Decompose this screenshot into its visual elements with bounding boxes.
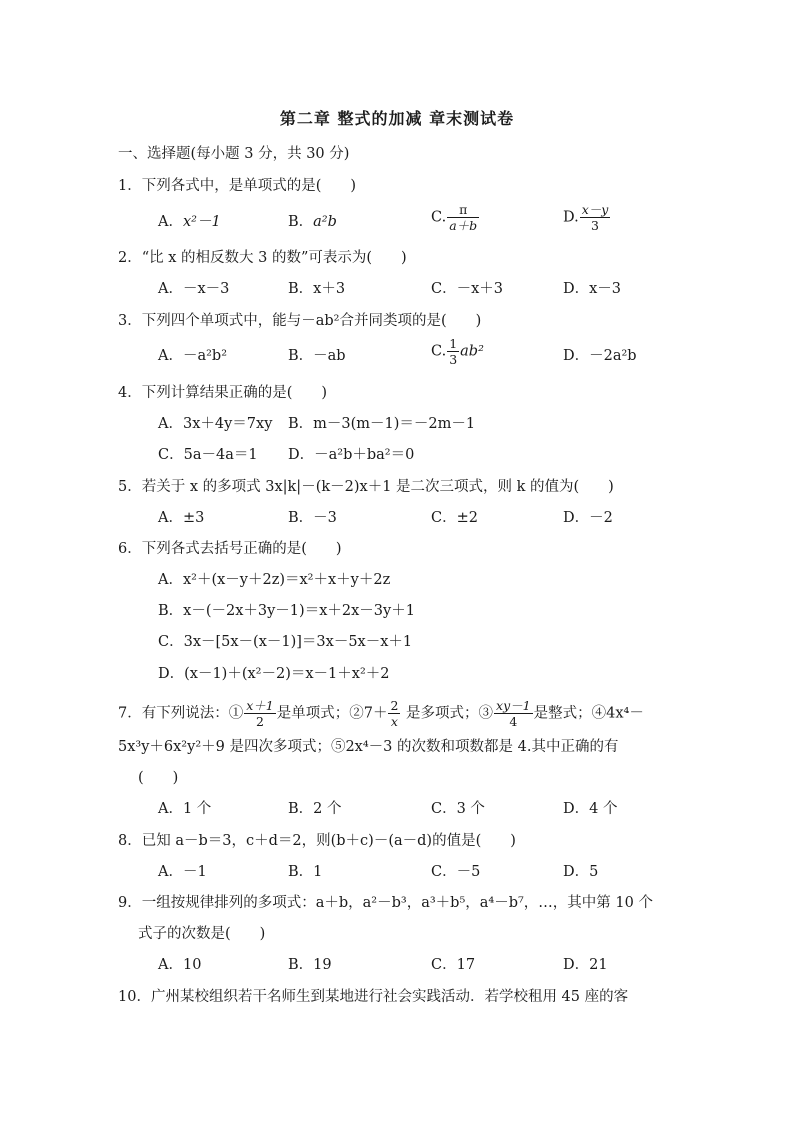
option-c: C．±2 xyxy=(431,510,478,526)
fraction: $\frac{x+1}{2}$ xyxy=(246,698,274,729)
question-6-option-d: D．(x－1)＋(x²－2)＝x－1＋x²＋2 xyxy=(158,666,390,682)
option-a: A．3x＋4y＝7xy xyxy=(158,416,273,432)
option-d: D．－2 xyxy=(563,510,613,526)
option-b: B．2 个 xyxy=(288,801,342,817)
fraction: $\frac{xy-1}{4}$ xyxy=(496,698,531,729)
option-d: D．－a²b＋ba²＝0 xyxy=(288,447,415,463)
question-6-stem: 6．下列各式去括号正确的是( ) xyxy=(118,541,342,557)
fraction: $\frac{1}{3}$ xyxy=(449,336,458,367)
question-7-stem-line3: ( ) xyxy=(138,770,179,786)
option-a: A．－a²b² xyxy=(158,348,228,364)
option-d: D．21 xyxy=(563,957,608,973)
question-6-option-c: C．3x－[5x－(x－1)]＝3x－5x－x＋1 xyxy=(158,634,413,650)
question-9-stem-line1: 9．一组按规律排列的多项式：a＋b，a²－b³，a³＋b⁵，a⁴－b⁷，…，其中第 10 个 xyxy=(118,895,653,911)
question-3-stem: 3．下列四个单项式中，能与－ab²合并同类项的是( ) xyxy=(118,313,482,329)
question-4-stem: 4．下列计算结果正确的是( ) xyxy=(118,385,328,401)
option-c: C．－5 xyxy=(431,864,481,880)
section-heading: 一、选择题(每小题 3 分，共 30 分) xyxy=(118,146,350,162)
fraction: $\frac{\pi}{a+b}$ xyxy=(449,202,478,233)
option-c: C. $\frac{\pi}{a+b}$ xyxy=(431,202,478,233)
page-title: 第二章 整式的加减 章末测试卷 xyxy=(279,109,515,128)
question-5-stem: 5．若关于 x 的多项式 3x|k|－(k－2)x＋1 是二次三项式，则 k 的值为( ) xyxy=(118,479,614,495)
option-b: B．19 xyxy=(288,957,332,973)
option-b: B．m－3(m－1)＝－2m－1 xyxy=(288,416,476,432)
question-6-option-b: B．x－(－2x＋3y－1)＝x＋2x－3y＋1 xyxy=(158,603,415,619)
fraction: $\frac{2}{x}$ xyxy=(390,698,399,729)
option-d: D．5 xyxy=(563,864,599,880)
option-c: C. $\frac{1}{3}$ ab² xyxy=(431,336,484,367)
option-d: D．－2a²b xyxy=(563,348,637,364)
question-8-stem: 8．已知 a－b＝3，c＋d＝2，则(b＋c)－(a－d)的值是( ) xyxy=(118,833,516,849)
option-c: C．－x＋3 xyxy=(431,281,503,297)
option-c: C．3 个 xyxy=(431,801,485,817)
option-d: D．4 个 xyxy=(563,801,618,817)
option-a: A．－x－3 xyxy=(158,281,230,297)
option-a: A．±3 xyxy=(158,510,205,526)
option-d: D. $\frac{x-y}{3}$ xyxy=(563,202,609,233)
question-1-stem: 1．下列各式中，是单项式的是( ) xyxy=(118,178,357,194)
question-10-stem: 10．广州某校组织若干名师生到某地进行社会实践活动．若学校租用 45 座的客 xyxy=(118,989,629,1005)
option-a: A．10 xyxy=(158,957,202,973)
option-b: B．1 xyxy=(288,864,323,880)
option-b: B．a²b xyxy=(288,214,337,230)
option-d: D．x－3 xyxy=(563,281,622,297)
question-6-option-a: A．x²＋(x－y＋2z)＝x²＋x＋y＋2z xyxy=(158,572,391,588)
option-c: C．17 xyxy=(431,957,476,973)
question-7-stem-line1: 7．有下列说法：① $\frac{x+1}{2}$ 是单项式；②7＋ $\frac{2}{x}$ 是多项式；③ $\frac{xy-1}{4}$ 是整式；④4x⁴－ xyxy=(118,698,644,729)
option-a: A．1 个 xyxy=(158,801,212,817)
option-c: C．5a－4a＝1 xyxy=(158,447,258,463)
question-9-stem-line2: 式子的次数是( ) xyxy=(138,926,266,942)
option-a: A．x²－1 xyxy=(158,214,221,230)
option-b: B．－3 xyxy=(288,510,337,526)
option-a: A．－1 xyxy=(158,864,207,880)
option-b: B．－ab xyxy=(288,348,346,364)
question-2-stem: 2．“比 x 的相反数大 3 的数”可表示为( ) xyxy=(118,250,407,266)
question-7-stem-line2: 5x³y＋6x²y²＋9 是四次多项式；⑤2x⁴－3 的次数和项数都是 4.其中正确的有 xyxy=(118,739,619,755)
fraction: $\frac{x-y}{3}$ xyxy=(581,202,609,233)
option-b: B．x＋3 xyxy=(288,281,346,297)
